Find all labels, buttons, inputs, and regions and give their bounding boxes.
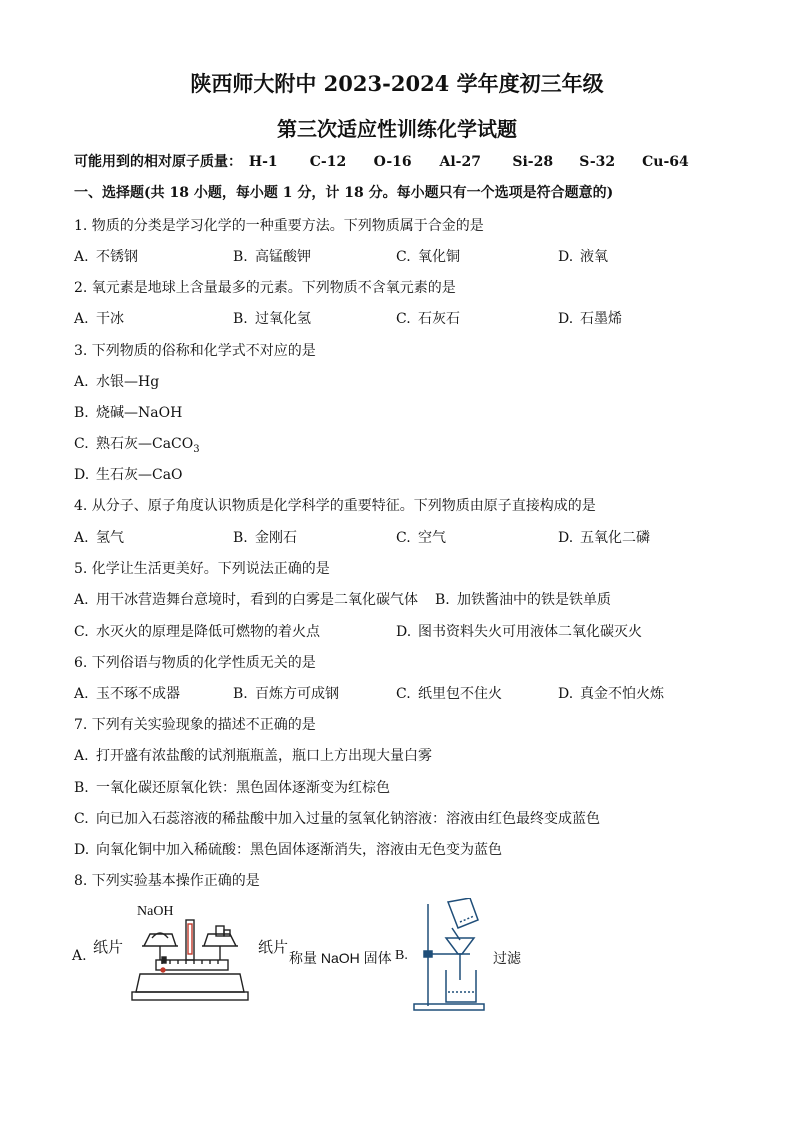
question-3-stem: 3. 下列物质的俗称和化学式不对应的是 — [74, 343, 316, 359]
clamp-boss — [424, 951, 432, 957]
q2-option-b[interactable]: B. 过氧化氢 — [233, 311, 311, 327]
q1-option-b[interactable]: B. 高锰酸钾 — [233, 249, 311, 265]
q3-option-c[interactable]: C. 熟石灰—CaCO$_3$ — [74, 436, 200, 455]
q5-option-c[interactable]: C. 水灭火的原理是降低可燃物的着火点 — [74, 624, 320, 640]
rider — [162, 957, 166, 963]
q7-option-a[interactable]: A. 打开盛有浓盐酸的试剂瓶瓶盖，瓶口上方出现大量白雾 — [74, 748, 432, 764]
q7-option-c[interactable]: C. 向已加入石蕊溶液的稀盐酸中加入过量的氢氧化钠溶液：溶液由红色最终变成蓝色 — [74, 811, 600, 827]
q5-option-b[interactable]: B. 加铁酱油中的铁是铁单质 — [435, 592, 611, 608]
atomic-mass-s: S-32 — [579, 154, 616, 170]
question-8-stem: 8. 下列实验基本操作正确的是 — [74, 873, 260, 889]
atomic-mass-line — [74, 151, 689, 171]
q4-option-d[interactable]: D. 五氧化二磷 — [558, 530, 650, 546]
balance-foot — [132, 992, 248, 1000]
q4-option-c[interactable]: C. 空气 — [396, 530, 446, 546]
q4-option-b[interactable]: B. 金刚石 — [233, 530, 297, 546]
stand-base — [414, 1004, 484, 1010]
q7-option-b[interactable]: B. 一氧化碳还原氧化铁：黑色固体逐渐变为红棕色 — [74, 780, 390, 796]
funnel — [446, 938, 474, 954]
exam-subtitle: 第三次适应性训练化学试题 — [277, 117, 517, 141]
exam-title: 陕西师大附中 2023-2024 学年度初三年级 — [190, 71, 604, 96]
q1-option-c[interactable]: C. 氧化铜 — [396, 249, 460, 265]
balance-illustration — [120, 912, 260, 1010]
q8-option-b-text: 过滤 — [493, 950, 521, 966]
q5-option-d[interactable]: D. 图书资料失火可用液体二氧化碳灭火 — [396, 624, 642, 640]
question-1-stem: 1. 物质的分类是学习化学的一种重要方法。下列物质属于合金的是 — [74, 218, 484, 234]
q8-option-a-text: 称量 NaOH 固体 — [289, 950, 392, 966]
q6-option-d[interactable]: D. 真金不怕火炼 — [558, 686, 664, 702]
q5-option-a[interactable]: A. 用干冰营造舞台意境时，看到的白雾是二氧化碳气体 — [74, 592, 418, 608]
balance-beam — [156, 960, 228, 970]
q7-option-d[interactable]: D. 向氧化铜中加入稀硫酸：黑色固体逐渐消失，溶液由无色变为蓝色 — [74, 842, 502, 858]
weight-2 — [224, 930, 230, 936]
q6-option-a[interactable]: A. 玉不琢不成器 — [74, 686, 180, 702]
red-dot — [161, 968, 165, 972]
q1-option-d[interactable]: D. 液氧 — [558, 249, 608, 265]
balance-base — [136, 974, 244, 992]
naoh-label: NaOH — [137, 904, 174, 919]
atomic-mass-al: Al-27 — [439, 154, 481, 170]
q6-option-b[interactable]: B. 百炼方可成钢 — [233, 686, 339, 702]
question-5-stem: 5. 化学让生活更美好。下列说法正确的是 — [74, 561, 330, 577]
atomic-mass-c: C-12 — [309, 154, 347, 170]
atomic-mass-si: Si-28 — [512, 154, 554, 170]
q4-option-a[interactable]: A. 氢气 — [74, 530, 124, 546]
filtration-illustration — [408, 898, 498, 1014]
q3-option-a[interactable]: A. 水银—Hg — [74, 374, 160, 390]
q6-option-c[interactable]: C. 纸里包不住火 — [396, 686, 502, 702]
atomic-mass-label: 可能用到的相对原子质量： — [74, 154, 242, 170]
atomic-mass-h: H-1 — [248, 154, 278, 170]
question-4-stem: 4. 从分子、原子角度认识物质是化学科学的重要特征。下列物质由原子直接构成的是 — [74, 498, 596, 514]
question-6-stem: 6. 下列俗语与物质的化学性质无关的是 — [74, 655, 316, 671]
q8-option-a-label[interactable]: A. — [72, 948, 87, 964]
section-heading: 一、选择题(共 18 小题，每小题 1 分，计 18 分。每小题只有一个选项是符合题意的) — [74, 185, 614, 201]
left-paper — [144, 934, 176, 946]
q2-option-a[interactable]: A. 干冰 — [74, 311, 124, 327]
question-7-stem: 7. 下列有关实验现象的描述不正确的是 — [74, 717, 316, 733]
pouring-beaker — [448, 898, 478, 928]
q3-option-b[interactable]: B. 烧碱—NaOH — [74, 405, 183, 421]
q2-option-c[interactable]: C. 石灰石 — [396, 311, 460, 327]
q1-option-a[interactable]: A. 不锈钢 — [74, 249, 138, 265]
atomic-mass-o: O-16 — [373, 154, 412, 170]
q2-option-d[interactable]: D. 石墨烯 — [558, 311, 622, 327]
paper-right-label: 纸片 — [258, 938, 289, 956]
beaker — [446, 970, 476, 1002]
atomic-mass-cu: Cu-64 — [642, 154, 689, 170]
pointer-red — [188, 924, 192, 954]
question-2-stem: 2. 氧元素是地球上含量最多的元素。下列物质不含氧元素的是 — [74, 280, 456, 296]
q8-option-b-label[interactable]: B. — [395, 948, 408, 963]
paper-left-label: 纸片 — [93, 938, 124, 956]
q3-option-d[interactable]: D. 生石灰—CaO — [74, 467, 183, 483]
